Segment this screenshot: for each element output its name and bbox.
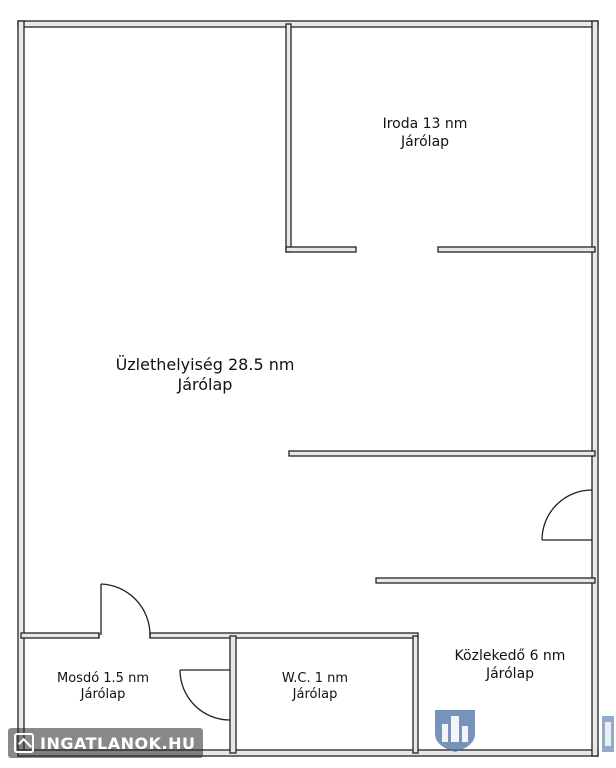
wash-wall-mid xyxy=(230,636,236,753)
shop-name: Üzlethelyiség 28.5 nm xyxy=(115,355,295,374)
shop-floor: Járólap xyxy=(177,375,233,394)
washroom-name: Mosdó 1.5 nm xyxy=(57,671,149,686)
ingatlanok-watermark xyxy=(8,728,203,758)
corridor-floor: Járólap xyxy=(485,665,535,682)
outer-wall-right xyxy=(592,21,598,756)
wc-wall-right xyxy=(413,636,418,753)
washroom-floor: Járólap xyxy=(80,687,126,703)
building-logo-icon xyxy=(432,706,478,754)
corridor-label xyxy=(430,648,590,683)
office-floor: Járólap xyxy=(400,133,450,150)
office-wall-left xyxy=(286,24,291,252)
door-swing-wc xyxy=(180,670,230,720)
office-label xyxy=(350,116,500,151)
outer-wall-left xyxy=(18,21,24,756)
office-wall-bottom-left xyxy=(286,247,356,252)
office-name: Iroda 13 nm xyxy=(382,116,468,132)
shop-label xyxy=(80,355,330,395)
outer-wall-top xyxy=(18,21,598,27)
wc-name: W.C. 1 nm xyxy=(281,671,349,686)
washroom-label xyxy=(28,671,178,704)
door-swing-corridor xyxy=(542,490,592,540)
wash-wall-top-left xyxy=(21,633,99,638)
office-wall-bottom-right xyxy=(438,247,595,252)
corner-logo-icon xyxy=(600,714,616,754)
wc-floor: Járólap xyxy=(292,687,338,703)
door-swing-wash xyxy=(101,584,150,635)
corridor-wall-upper xyxy=(289,451,595,456)
wash-wall-top-right xyxy=(150,633,418,638)
house-check-icon xyxy=(14,733,34,753)
corridor-name: Közlekedő 6 nm xyxy=(454,648,566,664)
corridor-wall-lower xyxy=(376,578,595,583)
watermark-text: INGATLANOK.HU xyxy=(40,733,196,753)
wc-label xyxy=(240,671,390,704)
